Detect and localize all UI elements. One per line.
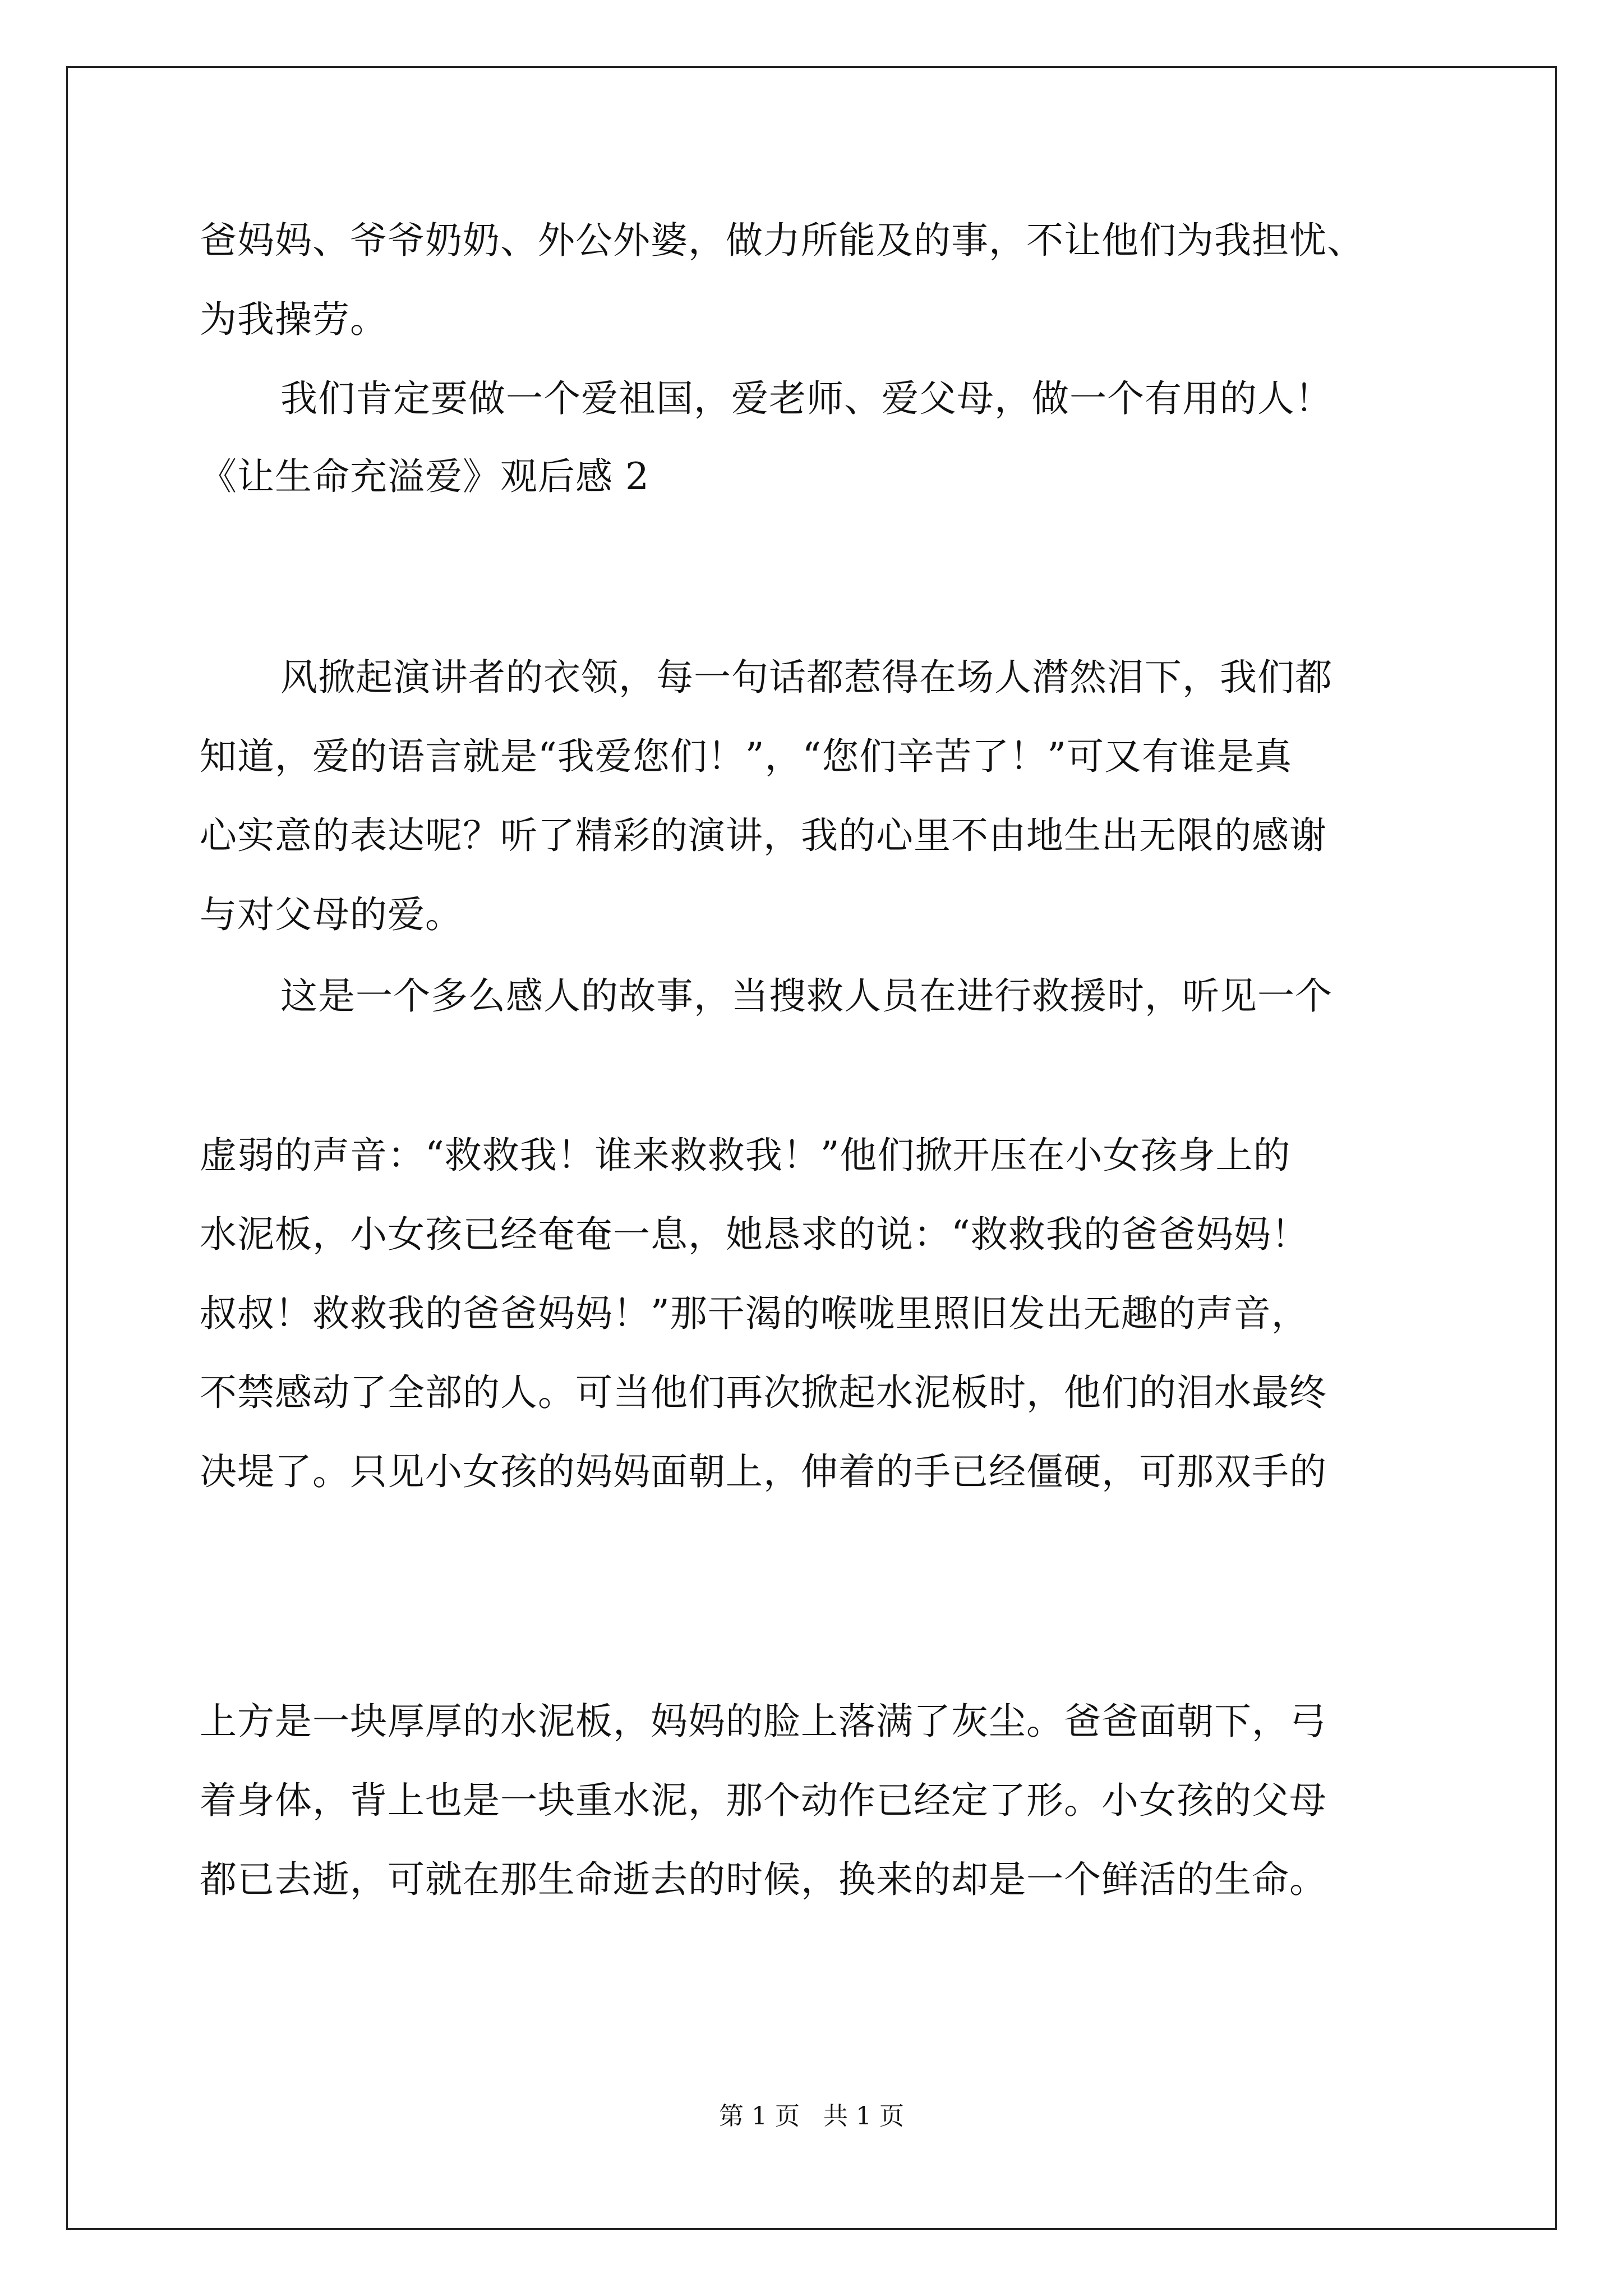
text-line: 都已去逝，可就在那生命逝去的时候，换来的却是一个鲜活的生命。 xyxy=(200,1858,1327,1901)
text-line: 这是一个多么感人的故事，当搜救人员在进行救援时，听见一个 xyxy=(280,974,1332,1018)
text-line: 叔叔！救救我的爸爸妈妈！”那干渴的喉咙里照旧发出无趣的声音， xyxy=(200,1292,1309,1335)
text-line: 水泥板，小女孩已经奄奄一息，她恳求的说：“救救我的爸爸妈妈！ xyxy=(200,1213,1309,1256)
page-footer: 第 1 页 共 1 页 xyxy=(719,2102,904,2131)
section-heading: 《让生命充溢爱》观后感 2 xyxy=(200,455,649,498)
text-line: 爸妈妈、爷爷奶奶、外公外婆，做力所能及的事，不让他们为我担忧、 xyxy=(200,219,1364,262)
text-line: 与对父母的爱。 xyxy=(200,893,463,936)
text-line: 不禁感动了全部的人。可当他们再次掀起水泥板时，他们的泪水最终 xyxy=(200,1371,1327,1414)
text-line: 上方是一块厚厚的水泥板，妈妈的脸上落满了灰尘。爸爸面朝下，弓 xyxy=(200,1700,1327,1743)
text-line: 虚弱的声音：“救救我！谁来救救我！”他们掀开压在小女孩身上的 xyxy=(200,1134,1291,1177)
text-line: 决堤了。只见小女孩的妈妈面朝上，伸着的手已经僵硬，可那双手的 xyxy=(200,1450,1327,1493)
text-line: 为我操劳。 xyxy=(200,298,388,341)
text-line: 知道，爱的语言就是“我爱您们！”，“您们辛苦了！”可又有谁是真 xyxy=(200,735,1292,778)
text-line: 心实意的表达呢？听了精彩的演讲，我的心里不由地生出无限的感谢 xyxy=(200,814,1327,857)
text-line: 着身体，背上也是一块重水泥，那个动作已经定了形。小女孩的父母 xyxy=(200,1779,1327,1822)
text-line: 我们肯定要做一个爱祖国，爱老师、爱父母，做一个有用的人！ xyxy=(280,377,1332,420)
text-line: 风掀起演讲者的衣领，每一句话都惹得在场人潸然泪下，我们都 xyxy=(280,656,1332,699)
